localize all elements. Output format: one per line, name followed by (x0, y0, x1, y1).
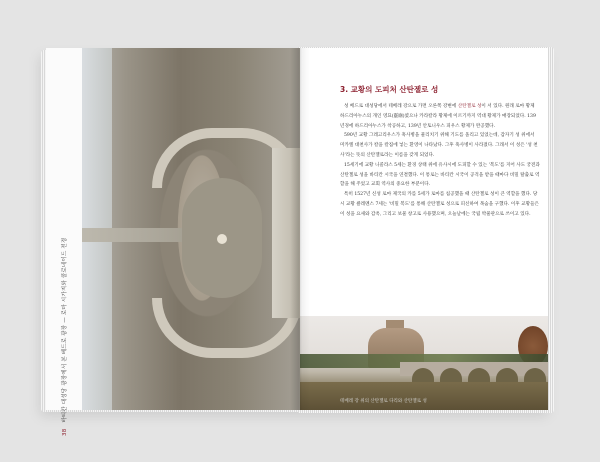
paragraph: 특히 1527년 신성 로마 제국의 카를 5세가 로마를 침공했을 때 산탄젤로 성이 큰 역할을 했다. 당시 교황 클레멘스 7세는 '비밀 복도'를 통해 산탄젤로 성으로 피신하여 목숨을 구했다. 이후 교황들은 이 성을 요새와 감옥, 그리고 보물 창고로 사용했으며, 오늘날에는 국립 박물관으로 쓰이고 있다. (340, 192, 539, 217)
castel-sant-angelo-photo (300, 316, 548, 410)
highlighted-keyword: 산탄젤로 성 (457, 104, 482, 109)
paragraph: 성 베드로 대성당에서 테베레 강으로 가면 오른쪽 강변에 산탄젤로 성이 서 있다. 원래 로마 황제 하드리아누스의 개인 영묘(靈廟)였으나 카라칼라 황제에 이르기까지 역대 황제가 매장되었다. 139년경에 하드리아누스가 착공하고, 139년 안토니우스 피우스 황제가 완공했다. (340, 104, 536, 129)
left-page (46, 48, 300, 436)
paragraph: 15세기에 교황 니콜라스 5세는 환경 상태 위에 유사시에 도피할 수 있는 '복도'를 지어 사도 궁전과 산탄젤로 성을 바티칸 시국을 연결했다. 이 통로는 바티칸 시국이 공격을 받을 때마다 비밀 탈출로 역할을 해 주었고 교회 역사의 중요한 부분이다. (340, 162, 540, 188)
body-text (340, 102, 540, 220)
right-page (300, 48, 548, 410)
chapter-title: 3. 교황의 도피처 산탄젤로 성 (340, 85, 439, 94)
left-page-number: 38 (62, 428, 68, 436)
left-caption-text: 바티칸 대성당 광장에서 본 베드로 광장 — 로마 시가지와 콜로네이드 전경 (62, 237, 68, 423)
st-peters-square-photo (82, 48, 300, 410)
right-photo-caption: 테베레 강 위의 산탄젤로 다리와 산탄젤로 성 (340, 399, 427, 404)
left-page-caption (60, 76, 72, 436)
paragraph: 590년 교황 그레고리우스가 흑사병을 물리치기 위해 기도를 올리고 있었는데, 갑자기 성 위에서 미카엘 대천사가 칼을 칼집에 넣는 환영이 나타났다. 그후 흑사병이 사라졌다. 그래서 이 성은 '성 천사'라는 뜻의 산탄젤로라는 이름을 갖게 되었다. (340, 133, 538, 158)
